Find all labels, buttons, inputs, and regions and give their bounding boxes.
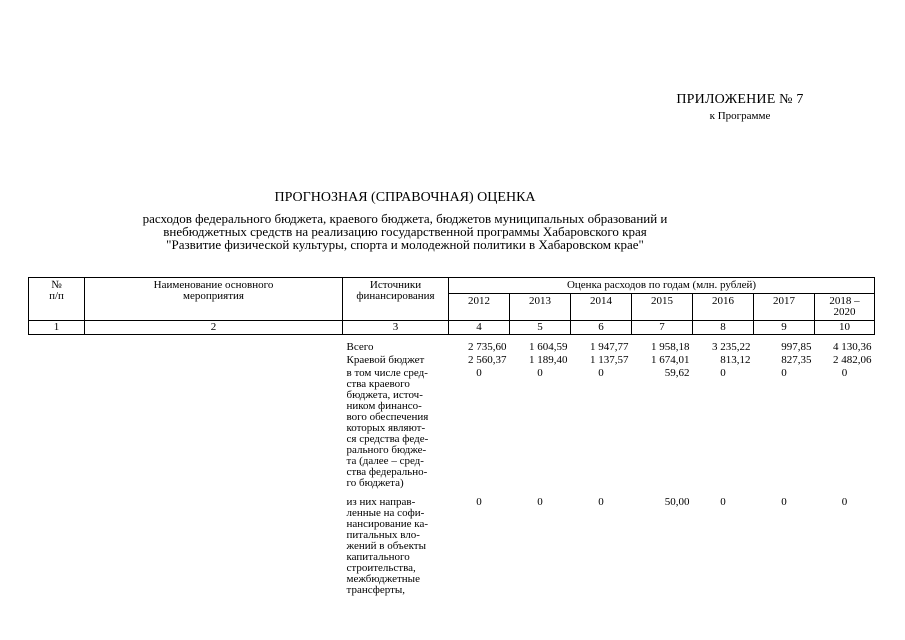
subtitle-line-3: "Развитие физической культуры, спорта и молодежной политики в Хабаровском крае" [166, 237, 644, 252]
column-number: 4 [449, 321, 510, 335]
value-cell: 997,85 [781, 341, 812, 353]
subtitle-line-2: внебюджетных средств на реализацию государственной программы Хабаровского края [163, 224, 647, 239]
header-year: 2013 [510, 294, 571, 321]
value-cell: 1 958,18 [651, 341, 690, 353]
value-cell: 59,62 [664, 367, 690, 379]
value-cell: 0 [598, 496, 604, 508]
table-row [29, 367, 875, 490]
column-number: 2 [85, 321, 343, 335]
value-cell: 0 [476, 496, 482, 508]
value-cell: 0 [781, 367, 787, 379]
value-cell: 1 947,77 [590, 341, 629, 353]
value-cell: 827,35 [781, 354, 812, 366]
header-year: 2012 [449, 294, 510, 321]
source-cell: Краевой бюджет [346, 354, 425, 366]
value-cell: 0 [720, 496, 726, 508]
annex-title: ПРИЛОЖЕНИЕ № 7 [676, 92, 804, 107]
header-name: Наименование основного мероприятия [85, 278, 343, 321]
header-source: Источники финансирования [343, 278, 449, 321]
column-number: 6 [571, 321, 632, 335]
value-cell: 0 [476, 367, 482, 379]
document-heading [120, 190, 690, 251]
column-number: 5 [510, 321, 571, 335]
column-number: 10 [815, 321, 875, 335]
document-subtitle [120, 212, 690, 251]
value-cell: 0 [537, 496, 543, 508]
value-cell: 0 [841, 367, 848, 379]
value-cell: 3 235,22 [712, 341, 751, 353]
column-number: 9 [754, 321, 815, 335]
annex-subtitle: к Программе [709, 110, 771, 122]
table-row [29, 496, 875, 597]
column-number: 7 [632, 321, 693, 335]
value-cell: 0 [720, 367, 726, 379]
value-cell: 50,00 [664, 496, 690, 508]
value-cell: 0 [537, 367, 543, 379]
subtitle-line-1: расходов федерального бюджета, краевого бюджета, бюджетов муниципальных образований и [142, 211, 668, 226]
header-year: 2018 – 2020 [815, 294, 875, 321]
value-cell: 813,12 [720, 354, 751, 366]
value-cell: 1 604,59 [529, 341, 568, 353]
column-number: 3 [343, 321, 449, 335]
value-cell: 2 482,06 [833, 354, 872, 366]
document-title: ПРОГНОЗНАЯ (СПРАВОЧНАЯ) ОЦЕНКА [274, 190, 536, 205]
value-cell: 2 560,37 [468, 354, 507, 366]
expense-estimate-table [28, 277, 875, 597]
table-row [29, 354, 875, 367]
value-cell: 0 [598, 367, 604, 379]
header-num: № п/п [29, 278, 85, 321]
column-number: 8 [693, 321, 754, 335]
header-year: 2015 [632, 294, 693, 321]
header-estimate: Оценка расходов по годам (млн. рублей) [449, 278, 875, 294]
table-row [29, 341, 875, 354]
column-number: 1 [29, 321, 85, 335]
source-cell: Всего [346, 341, 374, 353]
value-cell: 1 674,01 [651, 354, 690, 366]
value-cell: 0 [781, 496, 787, 508]
value-cell: 1 189,40 [529, 354, 568, 366]
value-cell: 2 735,60 [468, 341, 507, 353]
source-cell: в том числе сред- ства краевого бюджета, источ- ником финансо- вого обеспечения которых являют- ся средства феде- рального бюдже- та (далее – сред- ства федерально- го бюджета) [346, 367, 429, 489]
annex-block [640, 92, 840, 122]
value-cell: 1 137,57 [590, 354, 629, 366]
header-year: 2014 [571, 294, 632, 321]
value-cell: 4 130,36 [833, 341, 872, 353]
source-cell: из них направ- ленные на софи- нансирование ка- питальных вло- жений в объекты капитального строительства, межбюджетные трансферты, [346, 496, 428, 596]
header-year: 2016 [693, 294, 754, 321]
value-cell: 0 [841, 496, 848, 508]
header-year: 2017 [754, 294, 815, 321]
